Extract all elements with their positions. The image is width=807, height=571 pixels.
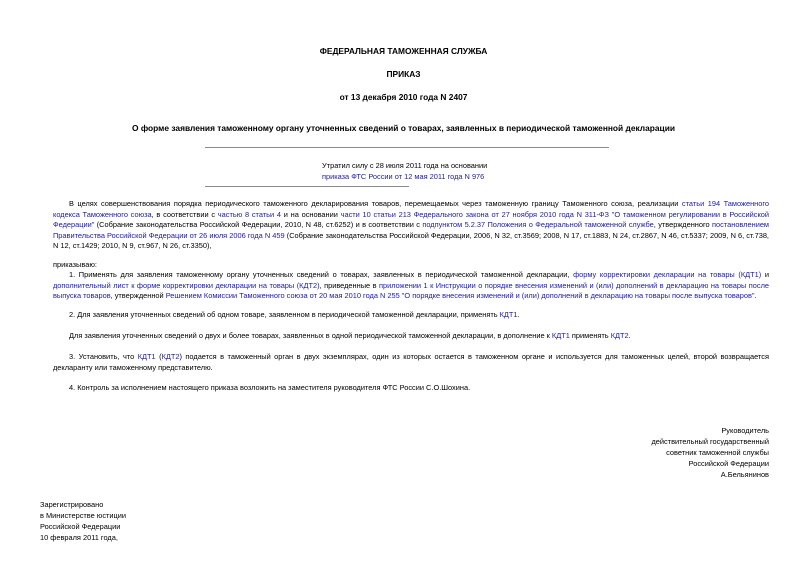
link-commission-decision-255[interactable]: Решением Комиссии Таможенного союза от 20 мая 2010 года N 255 "О порядке внесения изменений и (или) дополнений в декларацию на товары после выпуска товаров" bbox=[165, 291, 755, 301]
link-form-kdt2[interactable]: дополнительный лист к форме корректировки декларации на товары (КДТ2) bbox=[53, 280, 320, 290]
paragraph-text: ) подается в таможенный орган в двух экземплярах, один из которых остается в таможенном органе и используется для таможенных целей, второй возвращается декларанту или таможенному представителю. bbox=[53, 352, 769, 372]
link-kdt1[interactable]: КДТ1 bbox=[551, 331, 570, 340]
paragraph-text: . bbox=[628, 331, 631, 340]
paragraph-text: 3. Установить, что bbox=[69, 352, 138, 361]
paragraph-text: применять bbox=[569, 331, 611, 340]
preamble-text: , утвержденного bbox=[653, 220, 713, 230]
status-line: Утратил силу с 28 июля 2011 года на основании bbox=[322, 161, 488, 170]
registration-line: Российской Федерации bbox=[40, 522, 121, 531]
paragraph-text: . bbox=[754, 291, 757, 301]
paragraph-text: , утвержденной bbox=[110, 291, 166, 301]
preamble-text: , в соответствии с bbox=[151, 209, 218, 219]
preamble-text: (Собрание законодательства Российской Федерации, 2006, N 32, ст.3569; 2008, N 17, ст.1883, N 24, ст.2867, N 46, ст.5337; 2009, N 6, ст.738, N 12, ст.1429; 2010, N 9, ст.967, N 26, ст.3350), bbox=[53, 230, 769, 251]
agency-name: ФЕДЕРАЛЬНАЯ ТАМОЖЕННАЯ СЛУЖБА bbox=[319, 46, 488, 56]
paragraph-text: 1. Применять для заявления таможенному органу уточненных сведений о товарах, заявленных в периодической таможенной декларации, bbox=[69, 270, 574, 279]
status-link[interactable]: приказа ФТС России от 12 мая 2011 года N 976 bbox=[322, 171, 485, 181]
paragraph-2 bbox=[53, 310, 769, 321]
link-kdt2[interactable]: КДТ2 bbox=[161, 352, 180, 361]
link-kdt1[interactable]: КДТ1 bbox=[499, 310, 518, 319]
link-federal-law-311[interactable]: части 10 статьи 213 Федерального закона от 27 ноября 2010 года N 311-ФЗ "О таможенном регулировании в Российской Федерации" bbox=[53, 209, 770, 230]
registration-line: Зарегистрировано bbox=[40, 500, 104, 509]
signature-line: Руководитель bbox=[721, 426, 769, 435]
link-form-kdt1[interactable]: форму корректировки декларации на товары (КДТ1) bbox=[573, 270, 762, 279]
link-appendix-1[interactable]: приложении 1 к Инструкции о порядке внесения изменений и (или) дополнений в декларацию на товары после выпуска товаров bbox=[53, 280, 769, 301]
link-part-8-article-4[interactable]: частью 8 статьи 4 bbox=[217, 209, 282, 219]
paragraph-text: Для заявления уточненных сведений о двух и более товарах, заявленных в одной периодической таможенной декларации, в дополнение к bbox=[69, 331, 552, 340]
preamble-text: (Собрание законодательства Российской Федерации, 2010, N 48, ст.6252) и в соответствии с bbox=[94, 220, 423, 230]
paragraph-1 bbox=[53, 270, 769, 302]
doc-type: ПРИКАЗ bbox=[386, 69, 421, 79]
separator-bottom bbox=[205, 186, 409, 187]
paragraph-2b bbox=[53, 331, 769, 342]
paragraph-text: 2. Для заявления уточненных сведений об одном товаре, заявленном в периодической таможенной декларации, применять bbox=[69, 310, 500, 319]
doc-date-number: от 13 декабря 2010 года N 2407 bbox=[339, 92, 468, 102]
link-subclause-5237[interactable]: подпунктом 5.2.37 Положения о Федеральной таможенной службе bbox=[422, 220, 654, 230]
paragraph-3 bbox=[53, 352, 769, 373]
link-kdt1[interactable]: КДТ1 bbox=[137, 352, 156, 361]
signature-line: Российской Федерации bbox=[688, 459, 769, 468]
paragraph-4: 4. Контроль за исполнением настоящего приказа возложить на заместителя руководителя ФТС России С.О.Шохина. bbox=[69, 383, 471, 392]
link-kdt2[interactable]: КДТ2 bbox=[610, 331, 629, 340]
signature-line: советник таможенной службы bbox=[666, 448, 769, 457]
registration-line: 10 февраля 2011 года, bbox=[40, 533, 118, 542]
paragraph-text: , приведенные в bbox=[319, 280, 379, 290]
link-government-decree-459[interactable]: постановлением Правительства Российской Федерации от 26 июля 2006 года N 459 bbox=[53, 220, 770, 240]
preamble-text: и на основании bbox=[281, 209, 341, 219]
signature-block bbox=[651, 425, 769, 480]
signature-line: действительный государственный bbox=[651, 437, 769, 446]
paragraph-text: ( bbox=[155, 352, 162, 361]
status-note bbox=[322, 161, 487, 182]
registration-line: в Министерстве юстиции bbox=[40, 511, 127, 520]
paragraph-text: . bbox=[517, 310, 520, 319]
signature-name: А.Бельянинов bbox=[720, 470, 769, 479]
order-word: приказываю: bbox=[53, 260, 97, 269]
registration-block bbox=[40, 499, 126, 543]
doc-title: О форме заявления таможенному органу уточненных сведений о товарах, заявленных в периодической таможенной декларации bbox=[132, 123, 675, 133]
separator-top bbox=[205, 147, 609, 148]
paragraph-text: и bbox=[761, 270, 769, 279]
preamble-paragraph bbox=[53, 199, 769, 252]
link-article-194[interactable]: статьи 194 Таможенного кодекса Таможенного союза bbox=[53, 199, 769, 219]
preamble-text: В целях совершенствования порядка периодического таможенного декларирования товаров, перемещаемых через таможенную границу Таможенного союза, реализации bbox=[69, 199, 682, 208]
